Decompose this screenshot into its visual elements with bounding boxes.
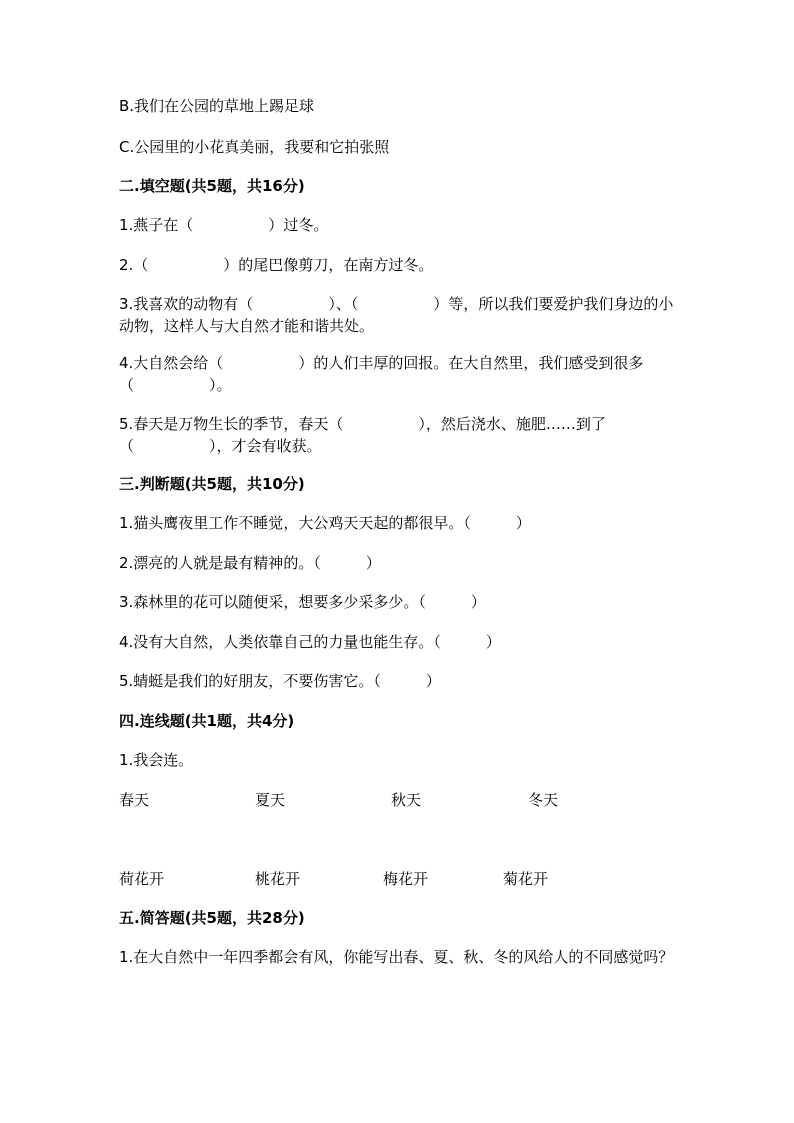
match-season-spring: 春天 (119, 791, 150, 809)
match-question-1: 1.我会连。 (119, 751, 194, 769)
match-flower-chrysanthemum: 菊花开 (503, 870, 549, 888)
fill-question-5: 5.春天是万物生长的季节，春天（ ），然后浇水、施肥……到了（ ），才会有收获。 (119, 415, 606, 455)
judge-question-4: 4.没有大自然，人类依靠自己的力量也能生存。（ ） (119, 633, 501, 651)
judge-question-5: 5.蜻蜓是我们的好朋友，不要伤害它。（ ） (119, 672, 441, 690)
match-season-autumn: 秋天 (391, 791, 422, 809)
match-flower-plum: 梅花开 (383, 870, 429, 888)
fill-question-1: 1.燕子在（ ）过冬。 (119, 216, 329, 234)
judge-question-1: 1.猫头鹰夜里工作不睡觉，大公鸡天天起的都很早。（ ） (119, 514, 531, 532)
section-title-short: 五.简答题(共5题，共28分) (119, 909, 305, 927)
fill-question-4: 4.大自然会给（ ）的人们丰厚的回报。在大自然里，我们感受到很多（ ）。 (119, 354, 644, 394)
fill-question-2: 2.（ ）的尾巴像剪刀，在南方过冬。 (119, 256, 434, 274)
choice-option-c: C.公园里的小花真美丽，我要和它拍张照 (119, 138, 390, 156)
section-title-fill: 二.填空题(共5题，共16分) (119, 177, 305, 195)
short-question-1: 1.在大自然中一年四季都会有风，你能写出春、夏、秋、冬的风给人的不同感觉吗？ (119, 948, 674, 966)
match-flower-lotus: 荷花开 (119, 870, 165, 888)
fill-question-3: 3.我喜欢的动物有（ ）、（ ）等，所以我们要爱护我们身边的小动物，这样人与大自然才能和谐共处。 (119, 295, 674, 335)
judge-question-3: 3.森林里的花可以随便采，想要多少采多少。（ ） (119, 593, 486, 611)
choice-option-b: B.我们在公园的草地上踢足球 (119, 97, 315, 115)
match-season-summer: 夏天 (255, 791, 286, 809)
section-title-match: 四.连线题(共1题，共4分) (119, 712, 295, 730)
match-flower-peach: 桃花开 (255, 870, 301, 888)
section-title-judge: 三.判断题(共5题，共10分) (119, 475, 305, 493)
judge-question-2: 2.漂亮的人就是最有精神的。（ ） (119, 554, 381, 572)
match-season-winter: 冬天 (528, 791, 559, 809)
